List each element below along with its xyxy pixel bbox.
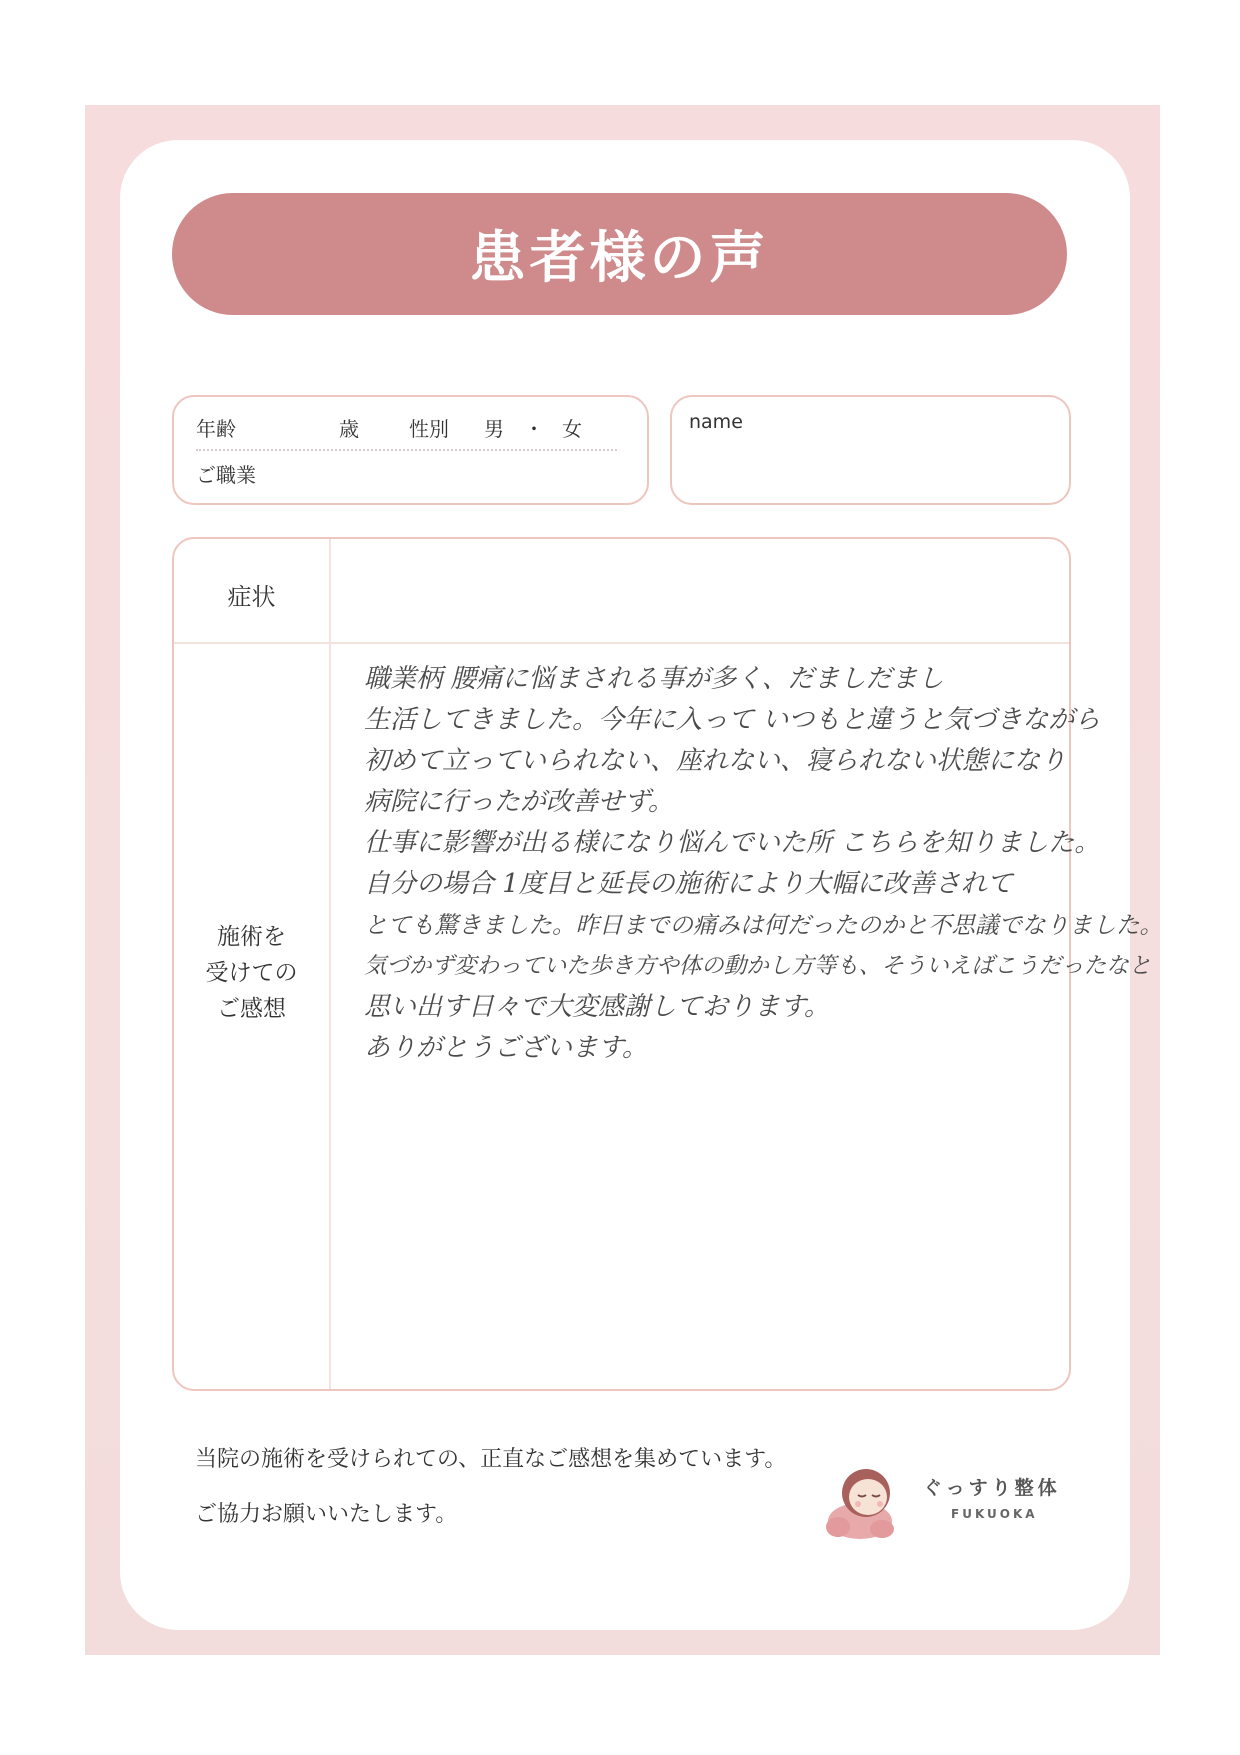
footer-message: 当院の施術を受けられての、正直なご感想を集めています。 [195,1447,787,1472]
sleeping-baby-icon [818,1455,918,1545]
clinic-logo [818,1455,1068,1545]
handwritten-line: 生活してきました。今年に入って いつもと違うと気づきながら [364,705,1101,735]
name-box [670,395,1071,505]
footer-request: ご協力お願いいたします。 [195,1502,458,1527]
column-divider [329,539,331,1389]
handwritten-line: とても驚きました。昨日までの痛みは何だったのかと不思議でなりました。 [364,911,1163,939]
logo-name: ぐっすり整体 [923,1477,1061,1499]
impression-label-line: ご感想 [217,996,286,1022]
handwritten-impression [364,659,1163,1069]
gender-male: 男 [484,417,504,441]
handwritten-line: 仕事に影響が出る様になり悩んでいた所 こちらを知りました。 [364,828,1101,858]
symptom-label: 症状 [227,583,276,611]
impression-label-line: 受けての [205,960,298,986]
row-divider [174,642,1069,644]
occupation-label: ご職業 [196,463,256,487]
handwritten-line: 病院に行ったが改善せず。 [364,787,674,817]
gender-female: 女 [562,417,582,441]
logo-subtitle: FUKUOKA [951,1507,1038,1521]
info-box [172,395,649,505]
impression-label [174,919,329,1027]
gender-separator: ・ [524,417,544,441]
impression-label-line: 施術を [217,924,286,950]
handwritten-line: 自分の場合 1度目と延長の施術により大幅に改善されて [364,869,1013,899]
age-unit: 歳 [339,417,359,441]
age-label: 年齢 [196,417,236,441]
handwritten-line: 思い出す日々で大変感謝しております。 [364,992,830,1022]
handwritten-line: ありがとうございます。 [364,1033,648,1063]
dotted-divider [196,449,617,451]
gender-label: 性別 [409,417,449,441]
handwritten-line: 気づかず変わっていた歩き方や体の動かし方等も、そういえばこうだったなと [364,953,1152,979]
name-label: name [689,411,743,433]
handwritten-line: 職業柄 腰痛に悩まされる事が多く、だましだまし [364,664,944,694]
title-banner [172,193,1067,315]
page-title: 患者様の声 [469,226,770,291]
feedback-box [172,537,1163,1391]
handwritten-line: 初めて立っていられない、座れない、寝られない状態になり [364,746,1067,776]
